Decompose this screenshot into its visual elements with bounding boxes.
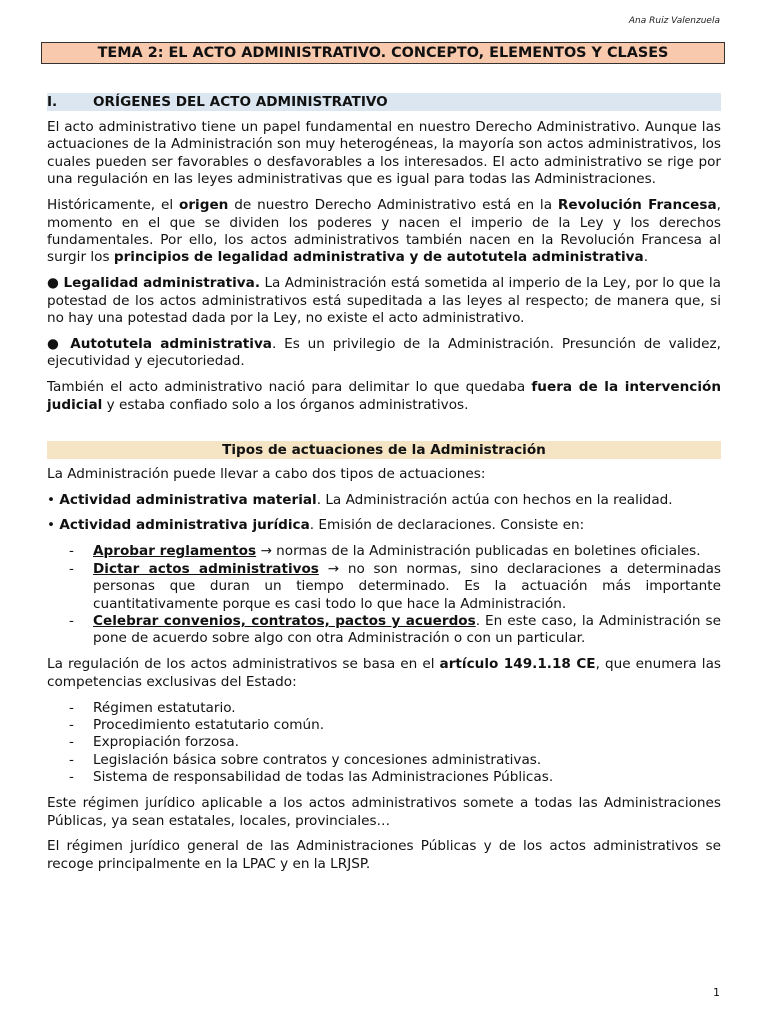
text: Expropiación forzosa. [93,734,239,751]
text: y estaba confiado solo a los órganos administrativos. [102,396,469,413]
paragraph-juridica [47,517,721,534]
list-item [47,752,721,769]
text: Sistema de responsabilidad de todas las Administraciones Públicas. [93,769,554,786]
paragraph-lpac: El régimen jurídico general de las Administraciones Públicas y de los actos administrativos se recoge principalmente en la LPAC y en la LRJSP. [47,838,721,872]
paragraph-intro: El acto administrativo tiene un papel fundamental en nuestro Derecho Administrativo. Aunque las actuaciones de la Administración son muy heterogéneas, la mayoría son actos administrativos, los cuales pueden ser favorables o desfavorables a los interesados. El acto administrativo se rige por una regulación en las leyes administrativas que es igual para todas las Administraciones. [47,119,721,188]
text: Procedimiento estatutario común. [93,716,325,733]
header-author: Ana Ruiz Valenzuela [628,16,720,26]
bold-underline-text: Dictar actos administrativos [93,560,319,577]
text: La Administración está sometida al imperio de la Ley, por lo que la potestad de los actos administrativos está supeditada a las leyes al respecto; de manera que, si no hay una potestad dada por la Ley, no existe el acto administrativo. [47,275,721,327]
dash-icon: - [69,543,74,560]
text: También el acto administrativo nació para delimitar lo que quedaba [47,379,532,396]
text: . Es un privilegio de la Administración. Presunción de validez, ejecutividad y ejecutoriedad. [47,335,721,370]
section-number: I. [47,94,58,110]
text: , momento en el que se dividen los poderes y nacen el imperio de la Ley y los derechos fundamentales. Por ello, los actos administrativos también nacen en la Revolución Francesa al surgir los [47,197,721,266]
text: → no son normas, sino declaraciones a determinadas personas que duran un tiempo determinado. Es la actuación más importante cuantitativamente porque es casi todo lo que hace la Administración. [93,560,722,612]
subsection-heading: Tipos de actuaciones de la Administración [47,441,721,459]
dash-icon: - [69,751,74,768]
bullet-icon: • [47,491,56,508]
bullet-icon: ● [47,335,63,352]
page-number: 1 [713,986,720,999]
bold-underline-text: Aprobar reglamentos [93,543,257,560]
bold-text: fuera de la intervención judicial [47,379,722,413]
paragraph-material [47,492,721,509]
text: Históricamente, el [47,197,180,214]
text: . La Administración actúa con hechos en la realidad. [316,491,673,508]
text: → normas de la Administración publicadas en boletines oficiales. [256,543,701,560]
list-actuaciones [47,543,721,647]
dash-icon: - [69,699,74,716]
dash-icon: - [69,716,74,733]
paragraph-regulacion [47,656,721,691]
bold-text: principios de legalidad administrativa y de autotutela administrativa [113,249,644,266]
paragraph-autotutela [47,336,721,371]
dash-icon: - [69,734,74,751]
paragraph-tipos: La Administración puede llevar a cabo dos tipos de actuaciones: [47,465,486,482]
bold-text: Legalidad administrativa. [63,275,260,292]
list-competencias [47,700,721,787]
text: de nuestro Derecho Administrativo está en la [228,197,558,214]
bullet-icon: ● [47,275,60,292]
paragraph-origin [47,197,721,267]
text: Legislación básica sobre contratos y concesiones administrativas. [93,751,542,768]
list-item [47,769,721,786]
bold-text: origen [179,197,229,214]
list-item [47,613,721,648]
list-item [47,543,721,560]
dash-icon: - [69,560,74,577]
bold-text: Autotutela administrativa [70,335,272,352]
text: . En este caso, la Administración se pone de acuerdo sobre algo con otra Administración o con un particular. [93,612,721,647]
paragraph-legalidad [47,275,721,327]
list-item [47,561,721,613]
section-heading [47,93,721,111]
dash-icon: - [69,612,74,629]
bold-text: artículo 149.1.18 CE [439,656,596,673]
paragraph-regimen: Este régimen jurídico aplicable a los actos administrativos somete a todas las Administraciones Públicas, ya sean estatales, locales, provinciales… [47,795,721,829]
text: . Emisión de declaraciones. Consiste en: [309,517,585,534]
paragraph-judicial [47,379,721,414]
bold-text: Revolución Francesa [557,197,717,214]
bold-text: Actividad administrativa material [59,491,317,508]
bold-text: Actividad administrativa jurídica [59,517,310,534]
document-body [47,93,721,882]
section-title: ORÍGENES DEL ACTO ADMINISTRATIVO [93,94,388,110]
text: , que enumera las competencias exclusivas del Estado: [47,656,721,690]
text: . [643,249,649,266]
list-item [47,717,721,734]
bold-underline-text: Celebrar convenios, contratos, pactos y acuerdos [93,612,476,629]
text: La regulación de los actos administrativos se basa en el [47,656,440,673]
bullet-icon: • [47,517,56,534]
list-item [47,700,721,717]
document-title: TEMA 2: EL ACTO ADMINISTRATIVO. CONCEPTO, ELEMENTOS Y CLASES [41,42,725,64]
list-item [47,734,721,751]
text: Régimen estatutario. [93,699,236,716]
dash-icon: - [69,769,74,786]
